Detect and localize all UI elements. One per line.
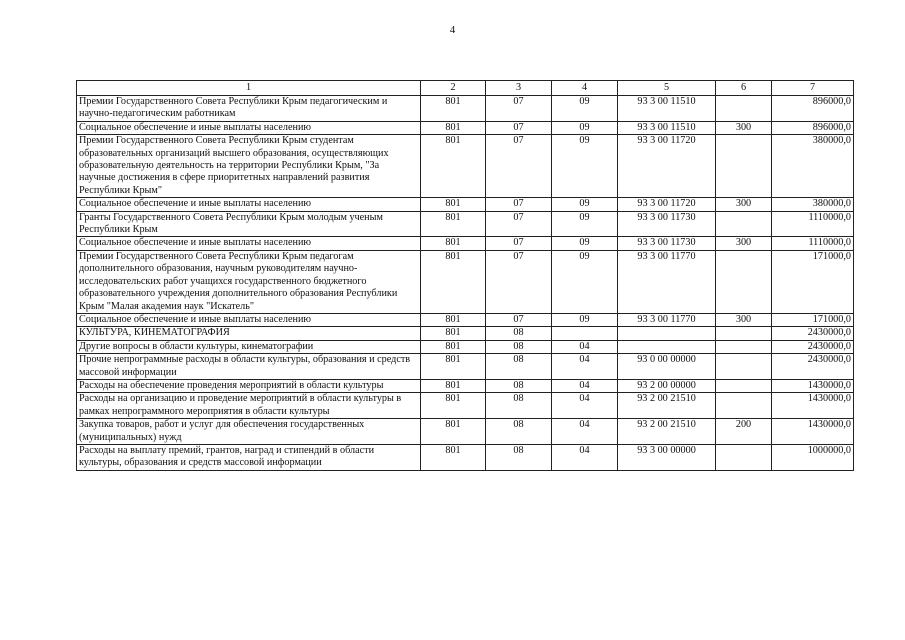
table-row: [77, 419, 854, 445]
row-code-3: 07: [486, 96, 552, 122]
row-code-3: 07: [486, 211, 552, 237]
row-code-3: 07: [486, 198, 552, 211]
row-name: Прочие непрограммные расходы в области культуры, образования и средств массовой информации: [77, 354, 421, 380]
row-code-3: 08: [486, 444, 552, 470]
row-code-6: [716, 211, 772, 237]
row-code-4: 09: [552, 237, 618, 250]
page-number: 4: [449, 24, 456, 36]
row-code-2: 801: [421, 379, 486, 392]
row-name: Социальное обеспечение и иные выплаты населению: [77, 198, 421, 211]
row-name: Закупка товаров, работ и услуг для обеспечения государственных (муниципальных) нужд: [77, 419, 421, 445]
row-code-6: 300: [716, 313, 772, 326]
row-code-6: [716, 379, 772, 392]
table-row: [77, 121, 854, 134]
row-amount: 171000,0: [772, 313, 854, 326]
row-code-5: 93 0 00 00000: [618, 354, 716, 380]
table-row: [77, 198, 854, 211]
table-row: [77, 354, 854, 380]
row-code-5: 93 3 00 11730: [618, 211, 716, 237]
row-code-4: 04: [552, 419, 618, 445]
row-code-6: 300: [716, 237, 772, 250]
row-code-4: 09: [552, 198, 618, 211]
row-name: Социальное обеспечение и иные выплаты населению: [77, 237, 421, 250]
column-header: 3: [486, 81, 552, 96]
row-code-3: 07: [486, 121, 552, 134]
row-code-6: 200: [716, 419, 772, 445]
row-code-2: 801: [421, 393, 486, 419]
row-code-5: 93 2 00 00000: [618, 379, 716, 392]
row-name: Социальное обеспечение и иные выплаты населению: [77, 313, 421, 326]
row-name: Расходы на выплату премий, грантов, наград и стипендий в области культуры, образования и средств массовой информации: [77, 444, 421, 470]
row-code-2: 801: [421, 96, 486, 122]
row-code-5: 93 3 00 11770: [618, 250, 716, 313]
row-name: Премии Государственного Совета Республики Крым студентам образовательных организаций высшего образования, осуществляющих образовательную деятельность на территории Республики Крым, "За научные достижения в сфере приоритетных направлений развития Республики Крым": [77, 135, 421, 198]
row-name: Расходы на организацию и проведение мероприятий в области культуры в рамках непрограммного мероприятия в области культуры: [77, 393, 421, 419]
row-code-6: 300: [716, 198, 772, 211]
table-header-row: [77, 81, 854, 96]
row-code-5: 93 3 00 00000: [618, 444, 716, 470]
row-code-3: 08: [486, 393, 552, 419]
row-code-4: 04: [552, 354, 618, 380]
row-amount: 1110000,0: [772, 211, 854, 237]
table-row: [77, 393, 854, 419]
row-amount: 1000000,0: [772, 444, 854, 470]
row-code-2: 801: [421, 354, 486, 380]
row-code-5: 93 3 00 11510: [618, 121, 716, 134]
budget-table: [76, 80, 854, 471]
table-row: [77, 211, 854, 237]
row-code-3: 07: [486, 237, 552, 250]
table-row: [77, 379, 854, 392]
row-code-5: 93 3 00 11720: [618, 198, 716, 211]
row-code-4: 04: [552, 393, 618, 419]
row-code-2: 801: [421, 444, 486, 470]
table-row: [77, 135, 854, 198]
row-amount: 2430000,0: [772, 354, 854, 380]
column-header: 4: [552, 81, 618, 96]
column-header: 1: [77, 81, 421, 96]
row-code-2: 801: [421, 327, 486, 340]
row-code-4: 09: [552, 135, 618, 198]
row-code-2: 801: [421, 340, 486, 353]
table-row: [77, 237, 854, 250]
row-amount: 2430000,0: [772, 327, 854, 340]
row-code-4: 09: [552, 313, 618, 326]
row-code-4: 09: [552, 211, 618, 237]
row-code-2: 801: [421, 121, 486, 134]
row-code-3: 08: [486, 419, 552, 445]
row-amount: 1430000,0: [772, 379, 854, 392]
row-amount: 1430000,0: [772, 393, 854, 419]
row-code-6: 300: [716, 121, 772, 134]
row-code-3: 08: [486, 379, 552, 392]
row-code-3: 08: [486, 327, 552, 340]
row-code-6: [716, 96, 772, 122]
row-name: Премии Государственного Совета Республики Крым педагогическим и научно-педагогическим работникам: [77, 96, 421, 122]
table-row: [77, 96, 854, 122]
row-code-3: 07: [486, 250, 552, 313]
row-code-2: 801: [421, 211, 486, 237]
row-amount: 2430000,0: [772, 340, 854, 353]
row-code-5: [618, 340, 716, 353]
row-code-4: 09: [552, 96, 618, 122]
row-code-4: 09: [552, 250, 618, 313]
table-row: [77, 444, 854, 470]
table-row: [77, 313, 854, 326]
row-code-4: 04: [552, 444, 618, 470]
column-header: 2: [421, 81, 486, 96]
row-amount: 380000,0: [772, 135, 854, 198]
column-header: 7: [772, 81, 854, 96]
row-code-4: 04: [552, 379, 618, 392]
row-name: КУЛЬТУРА, КИНЕМАТОГРАФИЯ: [77, 327, 421, 340]
row-name: Расходы на обеспечение проведения мероприятий в области культуры: [77, 379, 421, 392]
row-code-6: [716, 354, 772, 380]
row-code-2: 801: [421, 198, 486, 211]
row-code-5: 93 3 00 11770: [618, 313, 716, 326]
row-code-3: 07: [486, 313, 552, 326]
row-code-6: [716, 393, 772, 419]
row-code-4: 09: [552, 121, 618, 134]
row-code-5: [618, 327, 716, 340]
row-amount: 1110000,0: [772, 237, 854, 250]
row-code-2: 801: [421, 419, 486, 445]
row-amount: 896000,0: [772, 96, 854, 122]
row-code-6: [716, 250, 772, 313]
row-code-6: [716, 444, 772, 470]
row-name: Социальное обеспечение и иные выплаты населению: [77, 121, 421, 134]
column-header: 5: [618, 81, 716, 96]
row-code-3: 07: [486, 135, 552, 198]
row-code-2: 801: [421, 250, 486, 313]
row-code-5: 93 3 00 11720: [618, 135, 716, 198]
row-code-2: 801: [421, 237, 486, 250]
row-amount: 896000,0: [772, 121, 854, 134]
table-row: [77, 250, 854, 313]
row-code-6: [716, 340, 772, 353]
row-amount: 1430000,0: [772, 419, 854, 445]
row-code-5: 93 3 00 11730: [618, 237, 716, 250]
row-code-4: [552, 327, 618, 340]
row-name: Гранты Государственного Совета Республики Крым молодым ученым Республики Крым: [77, 211, 421, 237]
row-code-2: 801: [421, 135, 486, 198]
table-row: [77, 327, 854, 340]
row-code-3: 08: [486, 354, 552, 380]
row-amount: 171000,0: [772, 250, 854, 313]
row-amount: 380000,0: [772, 198, 854, 211]
row-name: Премии Государственного Совета Республики Крым педагогам дополнительного образования, научным руководителям научно-исследовательских работ учащихся государственного бюджетного образовательного учреждения дополнительного образования Республики Крым "Малая академия наук "Искатель": [77, 250, 421, 313]
row-name: Другие вопросы в области культуры, кинематографии: [77, 340, 421, 353]
row-code-6: [716, 135, 772, 198]
column-header: 6: [716, 81, 772, 96]
row-code-5: 93 3 00 11510: [618, 96, 716, 122]
row-code-3: 08: [486, 340, 552, 353]
row-code-4: 04: [552, 340, 618, 353]
row-code-5: 93 2 00 21510: [618, 393, 716, 419]
row-code-5: 93 2 00 21510: [618, 419, 716, 445]
table-row: [77, 340, 854, 353]
row-code-2: 801: [421, 313, 486, 326]
row-code-6: [716, 327, 772, 340]
